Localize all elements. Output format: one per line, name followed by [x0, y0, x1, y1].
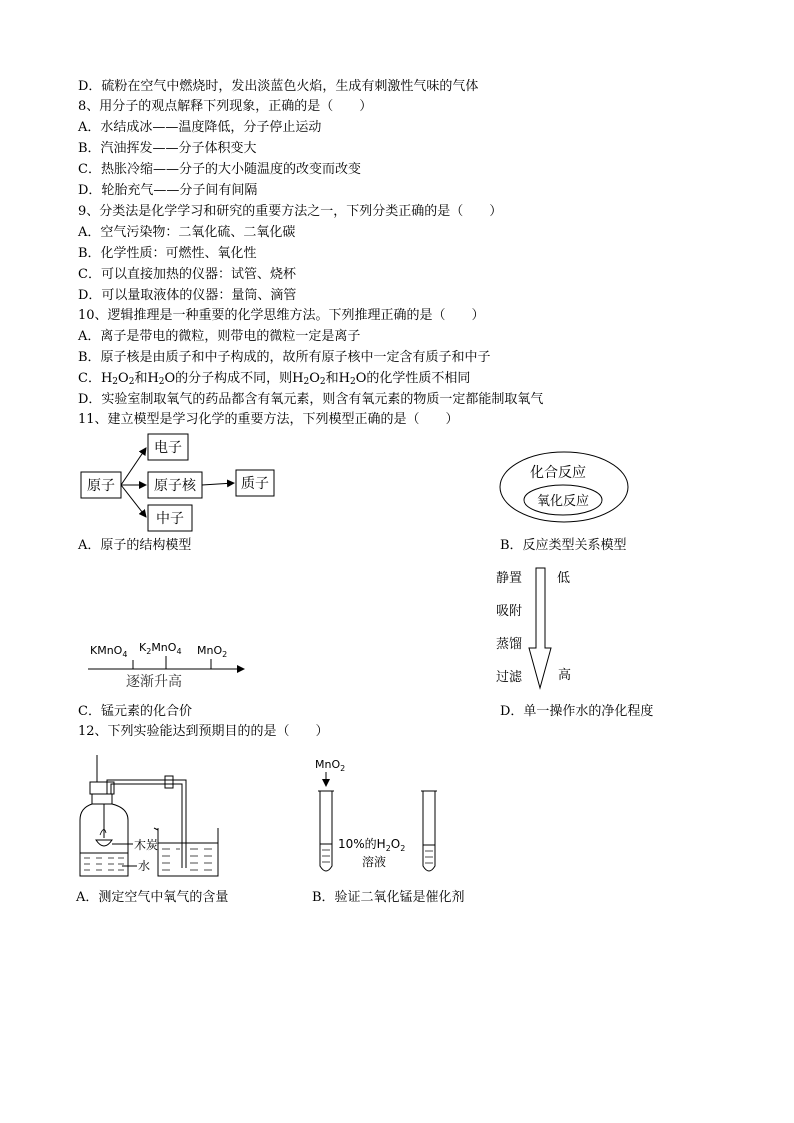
q8-option-a: A．水结成冰——温度降低，分子停止运动 [78, 120, 322, 135]
q9-option-b: B．化学性质：可燃性、氧化性 [78, 246, 257, 261]
h2o2-solution-label: 10%的$H_2O_2$ [338, 837, 406, 853]
model-d-caption: D．单一操作水的净化程度 [500, 704, 654, 719]
high-label: 高 [558, 668, 572, 683]
low-label: 低 [557, 571, 571, 586]
nucleus-label: 原子核 [154, 478, 196, 494]
water-label: 水 [138, 859, 151, 873]
gradually-increasing-label: 逐渐升高 [126, 674, 182, 690]
charcoal-label: 木炭 [134, 838, 159, 852]
q8-option-b: B．汽油挥发——分子体积变大 [78, 141, 257, 156]
neutron-label: 中子 [156, 511, 184, 527]
mno2-label: MnO$_2$ [197, 644, 228, 659]
model-a-caption: A．原子的结构模型 [78, 538, 192, 553]
q9-option-c: C．可以直接加热的仪器：试管、烧杯 [78, 267, 296, 282]
q10-option-c: C．$H_2O_2$和$H_2O$的分子构成不同，则$H_2O_2$和$H_2O$的化学性质不相同 [78, 371, 471, 387]
kmno4-label: KMnO$_4$ [90, 644, 128, 659]
electron-label: 电子 [154, 440, 182, 456]
op-distillation: 蒸馏 [496, 637, 523, 652]
oxidation-reaction-label: 氧化反应 [536, 494, 590, 509]
k2mno4-label: $K_2MnO_4$ [139, 641, 182, 656]
op-adsorption: 吸附 [496, 604, 523, 619]
question-9: 9、分类法是化学学习和研究的重要方法之一，下列分类正确的是（ ） [78, 204, 503, 219]
exp-a-caption: A．测定空气中氧气的含量 [76, 890, 229, 905]
question-11: 11、建立模型是学习化学的重要方法，下列模型正确的是（ ） [78, 412, 459, 427]
atom-label: 原子 [87, 478, 115, 494]
mno2-top-label: MnO$_2$ [315, 758, 346, 773]
oxygen-content-apparatus [80, 755, 218, 876]
proton-label: 质子 [241, 476, 269, 492]
combination-reaction-label: 化合反应 [530, 465, 586, 481]
model-b-caption: B．反应类型关系模型 [500, 538, 627, 553]
q7-option-d: D．硫粉在空气中燃烧时，发出淡蓝色火焰，生成有刺激性气味的气体 [78, 79, 479, 94]
q10-option-d: D．实验室制取氧气的药品都含有氧元素，则含有氧元素的物质一定都能制取氧气 [78, 392, 544, 407]
question-10: 10、逻辑推理是一种重要的化学思维方法。下列推理正确的是（ ） [78, 308, 485, 323]
q9-option-d: D．可以量取液体的仪器：量筒、滴管 [78, 288, 297, 303]
model-c-caption: C．锰元素的化合价 [78, 704, 192, 719]
exp-b-caption: B．验证二氧化锰是催化剂 [312, 890, 465, 905]
q10-option-b: B．原子核是由质子和中子构成的，故所有原子核中一定含有质子和中子 [78, 350, 491, 365]
question-8: 8、用分子的观点解释下列现象，正确的是（ ） [78, 99, 373, 114]
water-purification-model [496, 568, 571, 688]
atom-structure-model [81, 434, 274, 531]
q8-option-d: D．轮胎充气——分子间有间隔 [78, 183, 258, 198]
manganese-valence-model [88, 641, 244, 690]
q10-option-a: A．离子是带电的微粒，则带电的微粒一定是离子 [78, 329, 361, 344]
reaction-type-model [500, 452, 628, 522]
question-12: 12、下列实验能达到预期目的的是（ ） [78, 724, 329, 739]
op-filtration: 过滤 [496, 670, 523, 685]
solution-label: 溶液 [362, 855, 387, 869]
q8-option-c: C．热胀冷缩——分子的大小随温度的改变而改变 [78, 162, 361, 177]
q9-option-a: A．空气污染物：二氧化硫、二氧化碳 [78, 225, 296, 240]
op-standing: 静置 [496, 571, 523, 586]
